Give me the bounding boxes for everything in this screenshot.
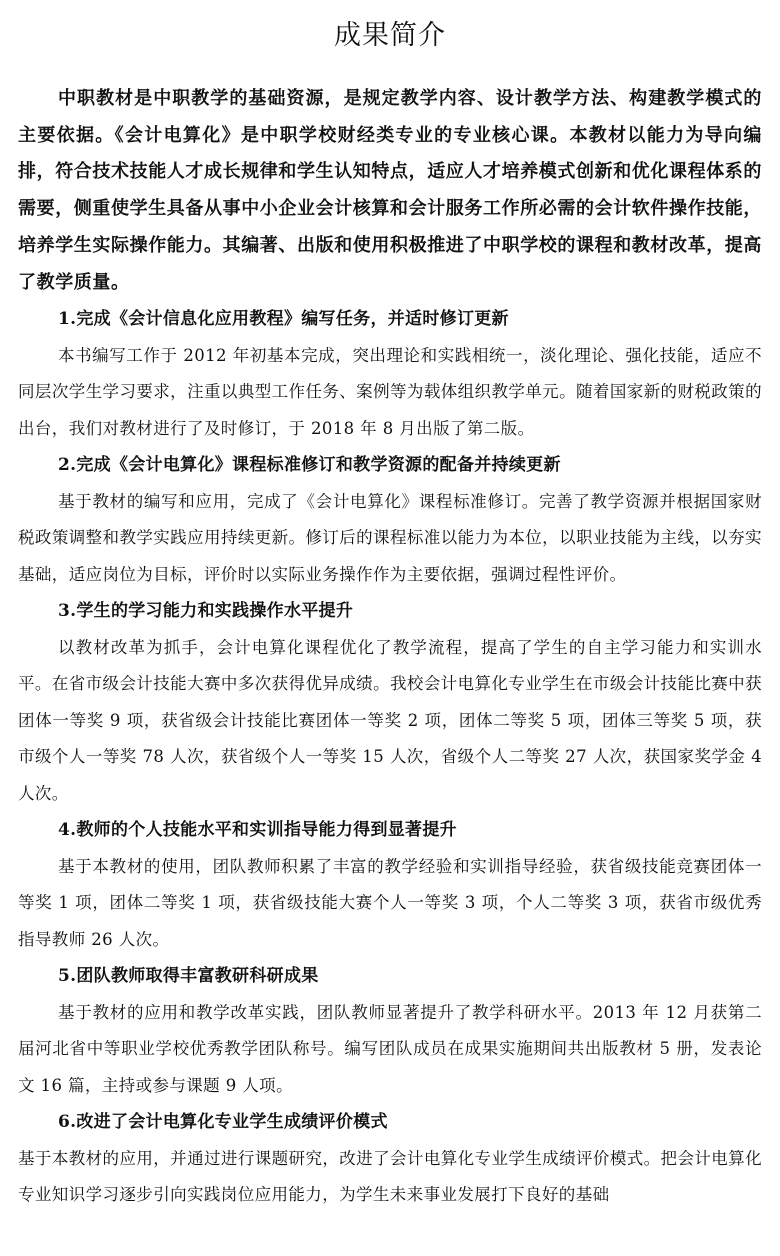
section-1 <box>18 301 762 447</box>
section-body: 基于本教材的应用，并通过进行课题研究，改进了会计电算化专业学生成绩评价模式。把会计电算化专业知识学习逐步引向实践岗位应用能力，为学生未来事业发展打下良好的基础 <box>18 1148 762 1205</box>
page-title: 成果简介 <box>334 20 446 51</box>
section-heading: 2.完成《会计电算化》课程标准修订和教学资源的配备并持续更新 <box>58 455 561 476</box>
section-body: 基于教材的编写和应用，完成了《会计电算化》课程标准修订。完善了教学资源并根据国家财税政策调整和教学实践应用持续更新。修订后的课程标准以能力为本位，以职业技能为主线，以夯实基础，适应岗位为目标，评价时以实际业务操作作为主要依据，强调过程性评价。 <box>18 491 762 584</box>
section-6 <box>18 1104 762 1214</box>
document-page <box>18 0 762 1214</box>
section-4 <box>18 812 762 958</box>
section-body: 本书编写工作于 2012 年初基本完成，突出理论和实践相统一，淡化理论、强化技能，适应不同层次学生学习要求，注重以典型工作任务、案例等为载体组织教学单元。随着国家新的财税政策的出台，我们对教材进行了及时修订，于 2018 年 8 月出版了第二版。 <box>18 345 762 438</box>
section-heading: 1.完成《会计信息化应用教程》编写任务，并适时修订更新 <box>58 309 509 330</box>
section-body: 以教材改革为抓手，会计电算化课程优化了教学流程，提高了学生的自主学习能力和实训水平。在省市级会计技能大赛中多次获得优异成绩。我校会计电算化专业学生在市级会计技能比赛中获团体一等奖 9 项，获省级会计技能比赛团体一等奖 2 项，团体二等奖 5 项，团体三等奖 5 项，获市级个人一等奖 78 人次，获省级个人一等奖 15 人次，省级个人二等奖 27 人次，获国家奖学金 4 人次。 <box>18 637 762 803</box>
section-5 <box>18 958 762 1104</box>
section-body: 基于本教材的使用，团队教师积累了丰富的教学经验和实训指导经验，获省级技能竞赛团体一等奖 1 项，团体二等奖 1 项，获省级技能大赛个人一等奖 3 项，个人二等奖 3 项，获省市级优秀指导教师 26 人次。 <box>18 856 762 949</box>
section-heading: 4.教师的个人技能水平和实训指导能力得到显著提升 <box>58 820 457 841</box>
section-heading: 6.改进了会计电算化专业学生成绩评价模式 <box>58 1112 388 1133</box>
section-heading: 5.团队教师取得丰富教研科研成果 <box>58 966 319 987</box>
section-2 <box>18 447 762 593</box>
section-heading: 3.学生的学习能力和实践操作水平提升 <box>58 601 354 622</box>
intro-paragraph: 中职教材是中职教学的基础资源，是规定教学内容、设计教学方法、构建教学模式的主要依据。《会计电算化》是中职学校财经类专业的专业核心课。本教材以能力为导向编排，符合技术技能人才成长规律和学生认知特点，适应人才培养模式创新和优化课程体系的需要，侧重使学生具备从事中小企业会计核算和会计服务工作所必需的会计软件操作技能，培养学生实际操作能力。其编著、出版和使用积极推进了中职学校的课程和教材改革，提高了教学质量。 <box>18 88 762 293</box>
section-3 <box>18 593 762 812</box>
section-body: 基于教材的应用和教学改革实践，团队教师显著提升了教学科研水平。2013 年 12 月获第二届河北省中等职业学校优秀教学团队称号。编写团队成员在成果实施期间共出版教材 5 册，发表论文 16 篇，主持或参与课题 9 人项。 <box>18 1002 762 1095</box>
